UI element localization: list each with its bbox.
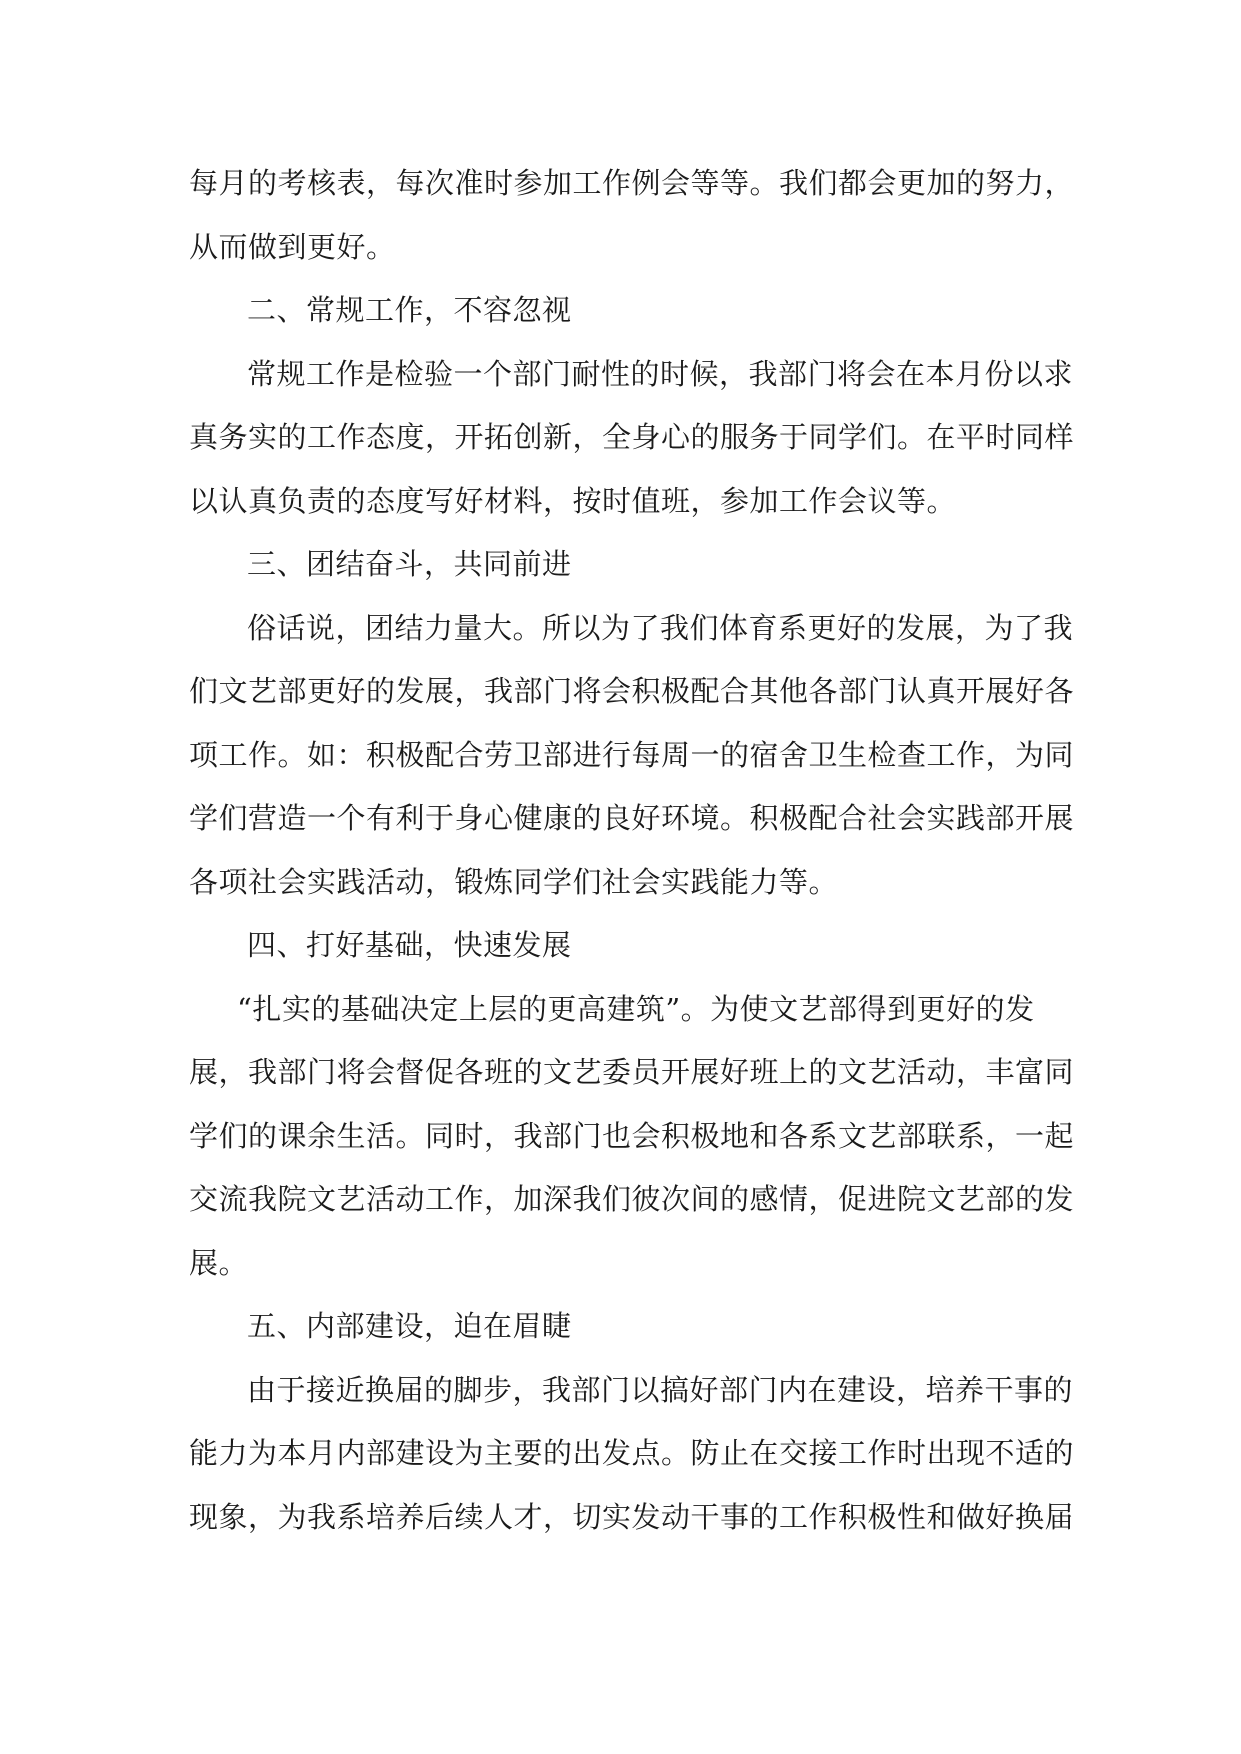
text-line: 项工作。如：积极配合劳卫部进行每周一的宿舍卫生检查工作，为同 bbox=[189, 737, 1075, 772]
text-line: 现象，为我系培养后续人才，切实发动干事的工作积极性和做好换届 bbox=[189, 1499, 1075, 1534]
section-heading: 三、团结奋斗，共同前进 bbox=[247, 547, 572, 581]
text-line: 学们的课余生活。同时，我部门也会积极地和各系文艺部联系，一起 bbox=[189, 1118, 1075, 1153]
section-heading: 四、打好基础，快速发展 bbox=[247, 928, 572, 962]
text-line: 俗话说，团结力量大。所以为了我们体育系更好的发展，为了我 bbox=[247, 610, 1074, 645]
text-line: 学们营造一个有利于身心健康的良好环境。积极配合社会实践部开展 bbox=[189, 801, 1075, 835]
text-line: “扎实的基础决定上层的更高建筑”。为使文艺部得到更好的发 bbox=[237, 991, 1035, 1026]
text-line: 从而做到更好。 bbox=[189, 229, 396, 264]
text-line: 常规工作是检验一个部门耐性的时候，我部门将会在本月份以求 bbox=[247, 356, 1074, 391]
text-line: 能力为本月内部建设为主要的出发点。防止在交接工作时出现不适的 bbox=[189, 1436, 1075, 1470]
text-line: 展，我部门将会督促各班的文艺委员开展好班上的文艺活动，丰富同 bbox=[189, 1055, 1075, 1089]
section-heading: 五、内部建设，迫在眉睫 bbox=[247, 1309, 572, 1343]
text-line: 各项社会实践活动，锻炼同学们社会实践能力等。 bbox=[189, 864, 839, 899]
text-line: 们文艺部更好的发展，我部门将会积极配合其他各部门认真开展好各 bbox=[189, 674, 1075, 708]
text-line: 交流我院文艺活动工作，加深我们彼次间的感情，促进院文艺部的发 bbox=[189, 1182, 1075, 1216]
section-heading: 二、常规工作，不容忽视 bbox=[247, 293, 572, 327]
text-line: 展。 bbox=[189, 1245, 249, 1280]
document-body bbox=[189, 152, 1075, 1549]
text-line: 每月的考核表，每次准时参加工作例会等等。我们都会更加的努力， bbox=[189, 166, 1075, 200]
text-line: 真务实的工作态度，开拓创新，全身心的服务于同学们。在平时同样 bbox=[189, 420, 1075, 454]
text-line: 以认真负责的态度写好材料，按时值班，参加工作会议等。 bbox=[189, 483, 957, 518]
text-line: 由于接近换届的脚步，我部门以搞好部门内在建设，培养干事的 bbox=[247, 1372, 1074, 1407]
